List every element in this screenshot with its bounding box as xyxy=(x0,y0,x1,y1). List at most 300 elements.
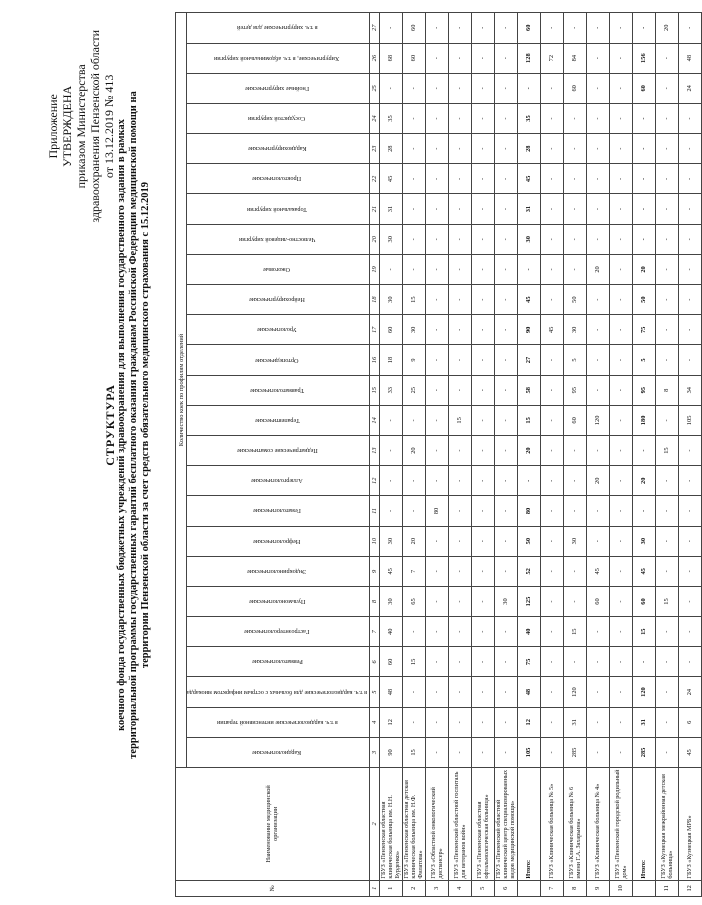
bed-count: 20 xyxy=(586,466,609,496)
bed-count: - xyxy=(632,435,655,465)
bed-count: - xyxy=(494,315,517,345)
header-profile xyxy=(187,737,370,767)
header-profile xyxy=(187,375,370,405)
bed-count: - xyxy=(540,677,563,707)
bed-count: - xyxy=(609,13,632,44)
bed-count: - xyxy=(471,707,494,737)
bed-count: - xyxy=(494,466,517,496)
bed-count: - xyxy=(609,496,632,526)
bed-count: - xyxy=(655,707,678,737)
bed-count: - xyxy=(425,405,448,435)
table-row xyxy=(402,13,425,897)
bed-count: 95 xyxy=(563,375,586,405)
row-number: 10 xyxy=(609,880,632,896)
bed-count: - xyxy=(517,466,540,496)
header-profile-label: Челюстно-лицевой хирургии xyxy=(238,235,316,243)
bed-count: 24 xyxy=(678,677,701,707)
header-profile xyxy=(187,224,370,254)
header-profile xyxy=(187,73,370,103)
row-number: 11 xyxy=(655,880,678,896)
bed-count: - xyxy=(563,194,586,224)
bed-count: - xyxy=(632,194,655,224)
bed-count: - xyxy=(471,43,494,73)
organization-name: ГБУЗ «Клиническая больница № 4» xyxy=(586,768,609,881)
bed-count: - xyxy=(655,254,678,284)
bed-count: - xyxy=(494,556,517,586)
bed-count: - xyxy=(379,254,402,284)
bed-count: - xyxy=(494,13,517,44)
bed-count: 15 xyxy=(402,647,425,677)
row-number: 1 xyxy=(379,880,402,896)
column-number: 15 xyxy=(369,375,379,405)
header-profile-label: Кардиохирургические xyxy=(247,145,307,153)
bed-count: - xyxy=(586,13,609,44)
bed-count: - xyxy=(678,315,701,345)
bed-count: 125 xyxy=(517,586,540,616)
bed-count: - xyxy=(586,677,609,707)
bed-count: - xyxy=(448,556,471,586)
bed-count: - xyxy=(540,285,563,315)
bed-count: - xyxy=(540,556,563,586)
header-profile xyxy=(187,586,370,616)
bed-count: 50 xyxy=(517,526,540,556)
organization-name: ГБУЗ «Пензенская областная офтальмологическая больница» xyxy=(471,768,494,881)
bed-count: 5 xyxy=(563,345,586,375)
bed-count: 27 xyxy=(517,345,540,375)
bed-count: - xyxy=(494,435,517,465)
total-row xyxy=(632,13,655,897)
bed-count: - xyxy=(678,285,701,315)
header-profile-label: Гастроэнтерологические xyxy=(244,628,310,636)
bed-count: - xyxy=(609,466,632,496)
bed-count: - xyxy=(402,103,425,133)
table-row xyxy=(586,13,609,897)
table-row xyxy=(563,13,586,897)
bed-count: 60 xyxy=(563,405,586,435)
bed-count: - xyxy=(586,345,609,375)
document-title xyxy=(104,65,152,785)
bed-count: 120 xyxy=(632,677,655,707)
bed-count: - xyxy=(448,677,471,707)
bed-count: - xyxy=(425,466,448,496)
bed-count: 40 xyxy=(517,617,540,647)
bed-count: 45 xyxy=(517,164,540,194)
bed-count: - xyxy=(609,405,632,435)
organization-name: ГБУЗ «Областной онкологический диспансер» xyxy=(425,768,448,881)
bed-count: - xyxy=(586,285,609,315)
bed-count: - xyxy=(540,526,563,556)
table-row xyxy=(448,13,471,897)
bed-count: - xyxy=(448,375,471,405)
header-profile-label: Ревматологические xyxy=(251,658,303,666)
bed-count: - xyxy=(471,617,494,647)
bed-count: - xyxy=(448,526,471,556)
header-profile-label: Торакальной хирургии xyxy=(247,205,307,213)
bed-count: 12 xyxy=(517,707,540,737)
bed-count: - xyxy=(563,435,586,465)
bed-count: 65 xyxy=(402,586,425,616)
bed-count: - xyxy=(379,405,402,435)
bed-count: - xyxy=(425,254,448,284)
row-number xyxy=(517,880,540,896)
bed-count: - xyxy=(678,556,701,586)
bed-count: - xyxy=(448,617,471,647)
bed-count: - xyxy=(609,134,632,164)
row-number: 6 xyxy=(494,880,517,896)
bed-count: 45 xyxy=(632,556,655,586)
bed-count: 80 xyxy=(517,496,540,526)
bed-count: - xyxy=(586,43,609,73)
header-profile xyxy=(187,556,370,586)
bed-count: 50 xyxy=(563,285,586,315)
bed-count: 45 xyxy=(379,164,402,194)
bed-count: - xyxy=(655,345,678,375)
bed-count: - xyxy=(494,707,517,737)
bed-count: - xyxy=(402,254,425,284)
bed-count: - xyxy=(471,375,494,405)
bed-count: - xyxy=(540,707,563,737)
bed-count: - xyxy=(448,224,471,254)
bed-count: - xyxy=(494,254,517,284)
header-profile-label: в т.ч. хирургические для детей xyxy=(236,24,318,32)
row-number xyxy=(632,880,655,896)
bed-count: 6 xyxy=(678,707,701,737)
row-number: 2 xyxy=(402,880,425,896)
bed-count: - xyxy=(494,194,517,224)
header-number: № xyxy=(176,880,370,896)
bed-count: - xyxy=(471,496,494,526)
bed-count: - xyxy=(609,345,632,375)
bed-count: - xyxy=(471,647,494,677)
bed-count: - xyxy=(609,315,632,345)
bed-count: - xyxy=(448,496,471,526)
bed-count: - xyxy=(402,164,425,194)
bed-count: - xyxy=(471,315,494,345)
header-profile-label: Нефрологические xyxy=(253,537,301,545)
column-number: 25 xyxy=(369,73,379,103)
bed-count: - xyxy=(425,134,448,164)
bed-count: - xyxy=(586,526,609,556)
bed-count: - xyxy=(425,194,448,224)
header-profile xyxy=(187,134,370,164)
bed-structure-table xyxy=(175,12,702,897)
header-profile xyxy=(187,164,370,194)
bed-count: - xyxy=(494,647,517,677)
bed-count: 75 xyxy=(632,315,655,345)
bed-count: 8 xyxy=(655,375,678,405)
bed-count: - xyxy=(540,134,563,164)
bed-count: - xyxy=(540,737,563,767)
bed-count: - xyxy=(402,73,425,103)
bed-count: - xyxy=(494,43,517,73)
bed-count: 52 xyxy=(517,556,540,586)
bed-count: 31 xyxy=(517,194,540,224)
bed-count: - xyxy=(471,435,494,465)
header-profile-label: Пульмонологические xyxy=(248,598,306,606)
header-profile-label: Ортопедические xyxy=(255,356,299,364)
header-profile-label: Эндокринологические xyxy=(247,567,307,575)
bed-count: - xyxy=(471,586,494,616)
table-row xyxy=(678,13,701,897)
approval-line: УТВЕРЖДЕНА xyxy=(60,85,74,167)
bed-count: - xyxy=(678,254,701,284)
column-number: 12 xyxy=(369,466,379,496)
bed-count: - xyxy=(563,556,586,586)
header-profile-label: Травматологические xyxy=(249,386,305,394)
bed-count: 15 xyxy=(402,737,425,767)
approval-line: здравоохранения Пензенской области xyxy=(88,30,102,223)
bed-count: - xyxy=(540,103,563,133)
bed-count: 15 xyxy=(632,617,655,647)
bed-count: 12 xyxy=(379,707,402,737)
bed-count: 20 xyxy=(632,254,655,284)
bed-count: 15 xyxy=(655,586,678,616)
table-row xyxy=(471,13,494,897)
bed-count: - xyxy=(425,586,448,616)
title-line: территориальной программы государственных гарантий бесплатного оказания гражданам Российской Федерации медицинской помощи на xyxy=(128,91,139,759)
header-profile-label: Аллергологические xyxy=(251,477,303,485)
bed-count: 75 xyxy=(517,647,540,677)
column-number: 9 xyxy=(369,556,379,586)
column-number: 17 xyxy=(369,315,379,345)
bed-count: - xyxy=(655,466,678,496)
title-line: коечного фонда государственных бюджетных учреждений здравоохранения для выполнения государственного задания в рамках xyxy=(116,119,127,731)
bed-count: - xyxy=(425,677,448,707)
bed-count: - xyxy=(655,677,678,707)
organization-name: ГБУЗ «Клиническая больница № 5» xyxy=(540,768,563,881)
header-profile-label: Нейрохирургические xyxy=(249,296,305,304)
bed-count: - xyxy=(425,43,448,73)
header-profile xyxy=(187,13,370,44)
organization-name: ГБУЗ «Пензенский городской родильный дом» xyxy=(609,768,632,881)
bed-count: - xyxy=(540,13,563,44)
bed-count: - xyxy=(632,13,655,44)
header-profile xyxy=(187,677,370,707)
bed-count: 45 xyxy=(586,556,609,586)
bed-count: 60 xyxy=(379,315,402,345)
column-number: 21 xyxy=(369,194,379,224)
organization-name: ГБУЗ «Пензенский областной клинический центр специализированных видов медицинской помощи» xyxy=(494,768,517,881)
organization-name: Итого: xyxy=(632,768,655,881)
header-profile-label: Урологические xyxy=(257,326,297,334)
bed-count: - xyxy=(586,103,609,133)
bed-count: 30 xyxy=(379,224,402,254)
bed-count: 30 xyxy=(379,586,402,616)
bed-count: - xyxy=(448,164,471,194)
header-profile xyxy=(187,405,370,435)
bed-count: - xyxy=(655,134,678,164)
bed-count: - xyxy=(425,164,448,194)
bed-count: - xyxy=(632,164,655,194)
bed-count: - xyxy=(609,707,632,737)
header-profile xyxy=(187,707,370,737)
table-row xyxy=(655,13,678,897)
bed-count: - xyxy=(586,647,609,677)
header-profile-label: в т.ч. кардиологические интенсивной терапии xyxy=(216,718,338,726)
bed-count: - xyxy=(448,315,471,345)
bed-count: 120 xyxy=(586,405,609,435)
header-profile xyxy=(187,496,370,526)
bed-count: - xyxy=(494,496,517,526)
bed-count: 60 xyxy=(632,73,655,103)
bed-count: - xyxy=(471,134,494,164)
bed-count: - xyxy=(379,73,402,103)
bed-count: 60 xyxy=(517,13,540,44)
bed-count: - xyxy=(678,466,701,496)
bed-count: - xyxy=(540,496,563,526)
bed-count: - xyxy=(655,737,678,767)
bed-count: - xyxy=(586,134,609,164)
bed-count: 30 xyxy=(563,315,586,345)
bed-count: - xyxy=(471,526,494,556)
bed-count: - xyxy=(471,224,494,254)
bed-count: - xyxy=(609,647,632,677)
header-profile xyxy=(187,254,370,284)
bed-count: - xyxy=(609,285,632,315)
organization-name: ГБУЗ «Кузнецкая межрайонная детская больница» xyxy=(655,768,678,881)
bed-count: - xyxy=(402,134,425,164)
bed-count: 45 xyxy=(517,285,540,315)
header-profile xyxy=(187,435,370,465)
bed-count: - xyxy=(471,405,494,435)
bed-count: - xyxy=(540,435,563,465)
bed-count: - xyxy=(448,194,471,224)
bed-count: 20 xyxy=(632,466,655,496)
bed-count: - xyxy=(655,617,678,647)
bed-count: - xyxy=(517,73,540,103)
bed-count: - xyxy=(425,13,448,44)
bed-count: - xyxy=(448,466,471,496)
bed-count: - xyxy=(471,103,494,133)
bed-count: - xyxy=(609,586,632,616)
column-number: 3 xyxy=(369,737,379,767)
header-profile xyxy=(187,345,370,375)
bed-count: 60 xyxy=(563,73,586,103)
bed-count: - xyxy=(425,556,448,586)
row-number: 8 xyxy=(563,880,586,896)
bed-count: - xyxy=(425,707,448,737)
bed-count: 68 xyxy=(379,43,402,73)
bed-count: - xyxy=(586,194,609,224)
column-number: 24 xyxy=(369,103,379,133)
bed-count: - xyxy=(609,224,632,254)
column-number: 10 xyxy=(369,526,379,556)
bed-count: - xyxy=(448,103,471,133)
bed-count: 60 xyxy=(379,647,402,677)
bed-count: - xyxy=(448,285,471,315)
bed-count: - xyxy=(678,134,701,164)
bed-count: - xyxy=(540,194,563,224)
bed-count: 35 xyxy=(517,103,540,133)
bed-count: - xyxy=(586,315,609,345)
bed-count: - xyxy=(540,617,563,647)
bed-count: 30 xyxy=(632,526,655,556)
bed-count: - xyxy=(425,73,448,103)
bed-count: - xyxy=(425,435,448,465)
bed-count: 105 xyxy=(678,405,701,435)
bed-count: - xyxy=(379,496,402,526)
bed-count: - xyxy=(586,73,609,103)
bed-count: 60 xyxy=(586,586,609,616)
bed-count: 28 xyxy=(379,134,402,164)
header-profile xyxy=(187,43,370,73)
bed-count: - xyxy=(471,466,494,496)
bed-count: - xyxy=(471,737,494,767)
bed-count: - xyxy=(448,43,471,73)
bed-count: 156 xyxy=(632,43,655,73)
bed-count: - xyxy=(655,405,678,435)
bed-count: - xyxy=(609,73,632,103)
bed-count: - xyxy=(609,435,632,465)
organization-name: ГБУЗ «Пензенская областная детская клиническая больница им. Н.Ф. Филатова» xyxy=(402,768,425,881)
bed-count: 285 xyxy=(563,737,586,767)
bed-count: - xyxy=(494,526,517,556)
bed-count: - xyxy=(540,586,563,616)
column-number: 2 xyxy=(369,768,379,881)
bed-count: - xyxy=(655,496,678,526)
bed-count: 30 xyxy=(379,285,402,315)
bed-count: - xyxy=(678,345,701,375)
bed-count: - xyxy=(632,647,655,677)
organization-name: ГБУЗ «Пензенская областная клиническая больница им. Н.Н. Бурденко» xyxy=(379,768,402,881)
bed-count: - xyxy=(655,73,678,103)
bed-count: - xyxy=(655,194,678,224)
bed-count: - xyxy=(655,103,678,133)
bed-count: - xyxy=(632,224,655,254)
bed-count: - xyxy=(517,254,540,284)
bed-count: - xyxy=(402,466,425,496)
bed-count: - xyxy=(563,103,586,133)
bed-count: - xyxy=(448,435,471,465)
bed-count: - xyxy=(609,677,632,707)
bed-count: 48 xyxy=(678,43,701,73)
bed-count: - xyxy=(609,617,632,647)
bed-count: - xyxy=(540,647,563,677)
bed-count: - xyxy=(540,73,563,103)
bed-count: - xyxy=(540,164,563,194)
bed-count: - xyxy=(586,375,609,405)
bed-count: - xyxy=(609,556,632,586)
bed-count: 33 xyxy=(379,375,402,405)
bed-count: - xyxy=(448,254,471,284)
bed-count: - xyxy=(425,103,448,133)
bed-count: - xyxy=(494,375,517,405)
bed-count: 72 xyxy=(540,43,563,73)
bed-count: - xyxy=(494,164,517,194)
bed-count: 105 xyxy=(517,737,540,767)
bed-count: - xyxy=(494,285,517,315)
column-number: 22 xyxy=(369,164,379,194)
header-profile xyxy=(187,526,370,556)
bed-count: 30 xyxy=(517,224,540,254)
header-profile-label: Педиатрические соматические xyxy=(236,447,318,455)
bed-count: 34 xyxy=(678,375,701,405)
bed-count: - xyxy=(494,737,517,767)
bed-count: - xyxy=(655,43,678,73)
bed-count: - xyxy=(632,496,655,526)
bed-count: 58 xyxy=(517,375,540,405)
bed-count: - xyxy=(563,647,586,677)
bed-count: - xyxy=(448,13,471,44)
header-profile xyxy=(187,647,370,677)
row-number: 3 xyxy=(425,880,448,896)
header-profile-label: Гнойные хирургические xyxy=(244,84,310,92)
bed-count: 18 xyxy=(379,345,402,375)
bed-count: 9 xyxy=(402,345,425,375)
bed-count: 15 xyxy=(517,405,540,435)
bed-count: - xyxy=(379,13,402,44)
bed-count: - xyxy=(471,345,494,375)
